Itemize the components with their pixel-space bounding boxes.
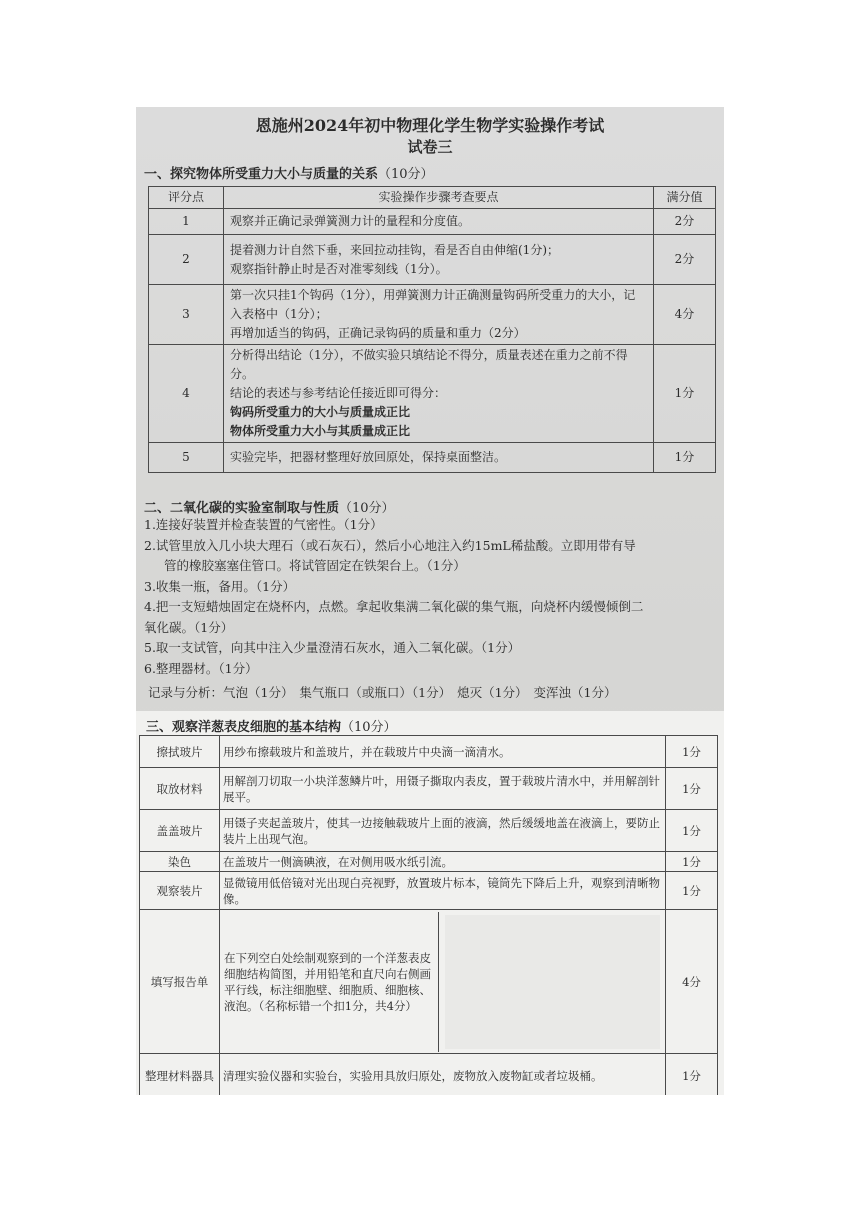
table-row: 擦拭玻片 用纱布擦载玻片和盖玻片，并在载玻片中央滴一滴清水。 1分 bbox=[140, 736, 718, 768]
section2-steps bbox=[144, 515, 722, 704]
table-row: 染色 在盖玻片一侧滴碘液，在对侧用吸水纸引流。 1分 bbox=[140, 852, 718, 872]
list-item: 1.连接好装置并检查装置的气密性。（1分） bbox=[144, 517, 383, 532]
report-instructions: 在下列空白处绘制观察到的一个洋葱表皮细胞结构简图，并用铅笔和直尺向右侧画平行线，标注细胞壁、细胞质、细胞核、液泡。（名称标错一个扣1分，共4分） bbox=[220, 912, 439, 1052]
table-row: 整理材料器具 清理实验仪器和实验台，实验用具放归原处，废物放入废物缸或者垃圾桶。 1分 bbox=[140, 1054, 718, 1096]
section3-heading: 三、观察洋葱表皮细胞的基本结构（10分） bbox=[146, 720, 397, 735]
list-item: 3.收集一瓶，备用。（1分） bbox=[144, 578, 296, 594]
header-cell: 满分值 bbox=[654, 187, 716, 209]
table-header-row bbox=[149, 187, 716, 209]
drawing-area[interactable] bbox=[445, 915, 660, 1049]
table-row: 5 实验完毕，把器材整理好放回原处，保持桌面整洁。 1分 bbox=[149, 443, 716, 473]
exam-paper bbox=[136, 107, 724, 1095]
table-row: 填写报告单 在下列空白处绘制观察到的一个洋葱表皮细胞结构简图，并用铅笔和直尺向右侧画平行线，标注细胞壁、细胞质、细胞核、液泡。（名称标错一个扣1分，共4分） 4分 bbox=[140, 910, 718, 1054]
exam-subtitle: 试卷三 bbox=[407, 138, 453, 156]
table-row: 1 观察并正确记录弹簧测力计的量程和分度值。 2分 bbox=[149, 209, 716, 235]
table-row: 观察装片 显微镜用低倍镜对光出现白亮视野，放置玻片标本，镜筒先下降后上升，观察到清晰物像。 1分 bbox=[140, 872, 718, 910]
table-row: 2 提着测力计自然下垂，来回拉动挂钩，看是否自由伸缩(1分)； 观察指针静止时是否对准零刻线（1分）。 2分 bbox=[149, 235, 716, 285]
section3-table bbox=[139, 735, 718, 1095]
section2-heading: 二、二氧化碳的实验室制取与性质（10分） bbox=[144, 501, 395, 516]
table-row: 取放材料 用解剖刀切取一小块洋葱鳞片叶，用镊子撕取内表皮，置于载玻片清水中，并用解剖针展平。 1分 bbox=[140, 768, 718, 810]
header-cell: 评分点 bbox=[149, 187, 224, 209]
list-item: 6.整理器材。（1分） bbox=[144, 660, 258, 676]
record-analysis: 记录与分析：气泡（1分） 集气瓶口（或瓶口）（1分） 熄灭（1分） 变浑浊（1分） bbox=[148, 685, 617, 700]
list-item: 2.试管里放入几小块大理石（或石灰石），然后小心地注入约15mL稀盐酸。立即用带有导 bbox=[144, 537, 636, 553]
list-item: 氧化碳。（1分） bbox=[144, 619, 234, 635]
section1-table bbox=[148, 186, 716, 473]
exam-title: 恩施州2024年初中物理化学生物学实验操作考试 bbox=[255, 116, 605, 135]
list-item: 5.取一支试管，向其中注入少量澄清石灰水，通入二氧化碳。（1分） bbox=[144, 640, 521, 655]
table-row: 盖盖玻片 用镊子夹起盖玻片，使其一边接触载玻片上面的液滴，然后缓缓地盖在液滴上，要防止装片上出现气泡。 1分 bbox=[140, 810, 718, 852]
table-row: 3 第一次只挂1个钩码（1分），用弹簧测力计正确测量钩码所受重力的大小，记入表格中（1分）； 再增加适当的钩码，正确记录钩码的质量和重力（2分） 4分 bbox=[149, 285, 716, 345]
table-row: 4 分析得出结论（1分），不做实验只填结论不得分，质量表述在重力之前不得分。 结论的表述与参考结论任接近即可得分： 钩码所受重力的大小与质量成正比 物体所受重力大小与其质量成正比 1分 bbox=[149, 345, 716, 443]
list-item: 4.把一支短蜡烛固定在烧杯内，点燃。拿起收集满二氧化碳的集气瓶，向烧杯内缓慢倾倒二 bbox=[144, 599, 644, 614]
list-item: 管的橡胶塞塞住管口。将试管固定在铁架台上。（1分） bbox=[164, 558, 466, 573]
section1-heading: 一、探究物体所受重力大小与质量的关系（10分） bbox=[144, 167, 434, 182]
header-cell: 实验操作步骤考查要点 bbox=[224, 187, 654, 209]
